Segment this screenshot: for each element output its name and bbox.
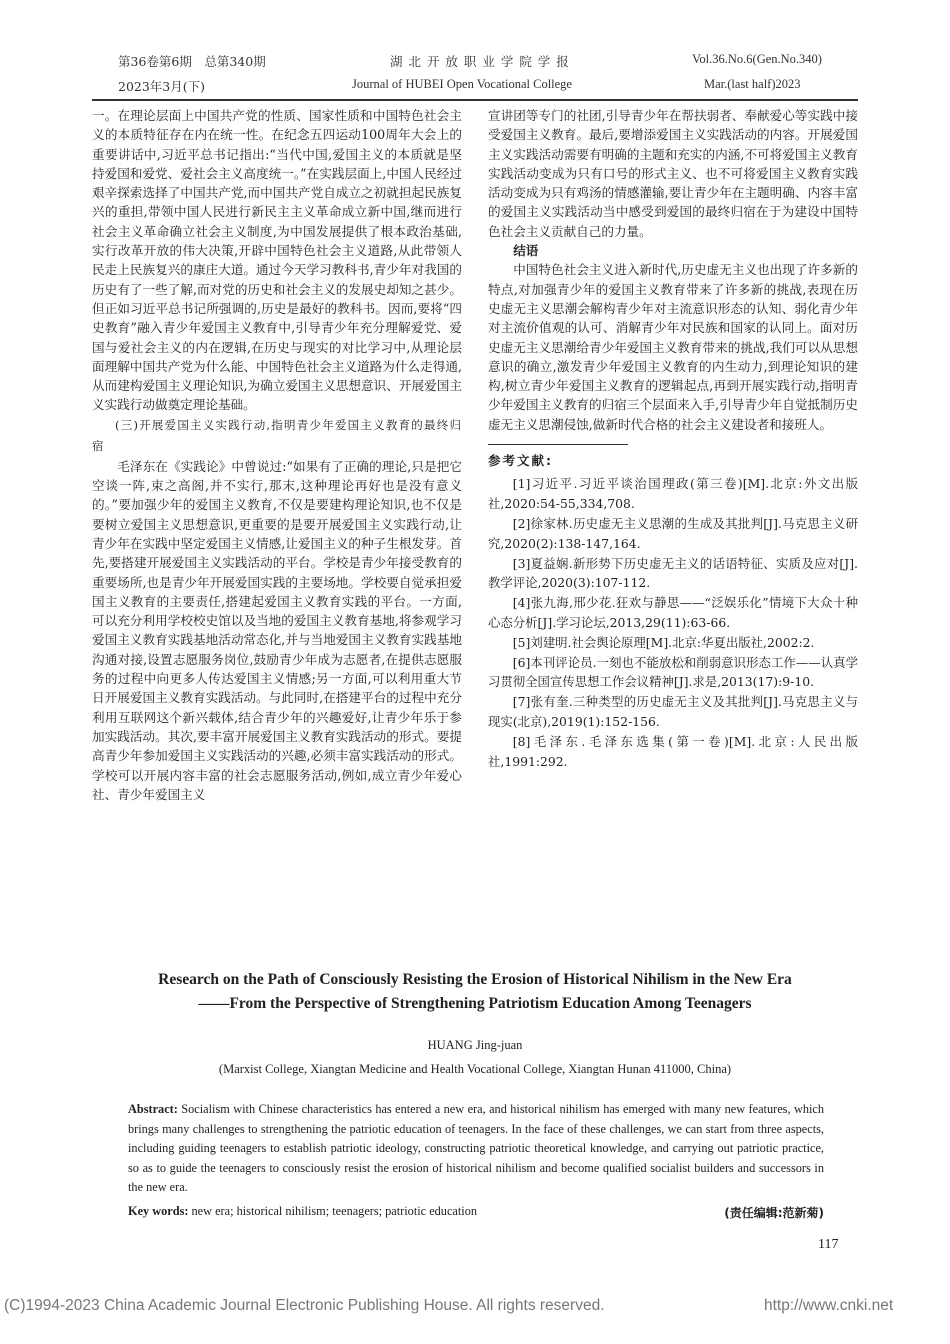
abstract-label: Abstract: <box>128 1102 178 1116</box>
english-title <box>92 968 858 1016</box>
references-rule <box>488 444 628 445</box>
english-title-line: Research on the Path of Consciously Resisting the Erosion of Historical Nihilism in the New Era <box>158 971 792 988</box>
body-paragraph: 一。在理论层面上中国共产党的性质、国家性质和中国特色社会主义的本质特征存在内在统一性。在纪念五四运动100周年大会上的重要讲话中,习近平总书记指出:“当代中国,爱国主义的本质就是坚持爱国和爱党、爱社会主义高度统一。”在实践层面上,中国人民经过艰辛探索选择了中国共产党,而中国共产党自成立之初就担起民族复兴的重担,带领中国人民进行新民主主义革命成立新中国,继而进行社会主义革命确立社会主义制度,为中国发展提供了根本政治基础,实行改革开放的伟大决策,开辟中国特色社会主义道路,从此带领人民走上民族复兴的康庄大道。通过今天学习教科书,青少年对我国的历史有了一些了解,而对党的历史和社会主义的发展史却知之甚少。但正如习近平总书记所强调的,历史是最好的教科书。因而,要将“四史教育”融入青少年爱国主义教育中,引导青少年充分理解爱党、爱国与爱社会主义的内在逻辑,在历史与现实的对比学习中,从理论层面理解中国共产党为什么能、中国特色社会主义道路为什么走得通,从而建构爱国主义理论知识,为确立爱国主义思想意识、开展爱国主义实践行动做奠定理论基础。 <box>92 108 462 413</box>
body-paragraph: 中国特色社会主义进入新时代,历史虚无主义也出现了许多新的特点,对加强青少年的爱国主义教育带来了许多新的挑战,表现在历史虚无主义思潮会解构青少年对主流意识形态的认知、弱化青少年对主流价值观的认可、消解青少年对民族和国家的认同上。面对历史虚无主义思潮给青少年爱国主义教育带来的挑战,我们可以从思想意识的确立,激发青少年爱国主义教育的内生动力,到理论知识的建构,树立青少年爱国主义教育的逻辑起点,再到开展实践行动,指明青少年爱国主义教育的归宿三个层面来入手,引导青少年自觉抵制历史虚无主义思潮侵蚀,做新时代合格的社会主义建设者和接班人。 <box>488 262 858 432</box>
footer-copyright: (C)1994-2023 China Academic Journal Electronic Publishing House. All rights reserved. <box>4 1297 605 1314</box>
body-paragraph: 毛泽东在《实践论》中曾说过:“如果有了正确的理论,只是把它空谈一阵,束之高阁,并不实行,那末,这种理论再好也是没有意义的。”要加强少年的爱国主义教育,不仅是要建构理论知识,也不仅是要树立爱国主义思想意识,更重要的是要开展爱国主义实践行动,让青少年在实践中坚定爱国主义情感,让爱国主义的种子生根发芽。首先,要搭建开展爱国主义实践活动的平台。学校是青少年接受教育的重要场所,也是青少年开展爱国实践的主要场地。学校要自觉承担爱国主义教育的主要责任,搭建起爱国主义教育实践的平台。一方面,可以充分利用学校校史馆以及当地的爱国主义教育基地,将参观学习爱国主义教育实践基地活动常态化,并与当地爱国主义教育实践基地沟通对接,设置志愿服务岗位,鼓励青少年成为志愿者,在提供志愿服务的过程中向更多人传达爱国主义情感;另一方面,可以利用重大节日开展爱国主义教育实践活动。与此同时,在搭建平台的过程中充分利用互联网这个新兴载体,结合青少年的兴趣爱好,让青少年乐于参加实践活动。其次,要丰富开展爱国主义教育实践活动的形式。要提高青少年参加爱国主义实践活动的兴趣,必须丰富实践活动的形式。学校可以开展内容丰富的社会志愿服务活动,例如,成立青少年爱心社、青少年爱国主义 <box>92 458 462 802</box>
body-paragraph: 宣讲团等专门的社团,引导青少年在帮扶弱者、奉献爱心等实践中接受爱国主义教育。最后,要增添爱国主义实践活动的内容。开展爱国主义实践活动需要有明确的主题和充实的内涵,不可将爱国主义教育实践活动变成为只有口号的形式主义、也不可将爱国主义教育实践活动变成为只有鸡汤的情感灌输,要让青少年在主题明确、内容丰富的爱国主义实践活动当中感受到爱国的最终归宿在于为建设中国特色社会主义贡献自己的力量。 <box>488 108 858 239</box>
footer-url[interactable]: http://www.cnki.net <box>764 1297 894 1314</box>
keywords-text: new era; historical nihilism; teenagers; patriotic education <box>191 1204 477 1218</box>
conclusion-heading: 结语 <box>513 243 539 259</box>
english-affiliation: (Marxist College, Xiangtan Medicine and Health Vocational College, Xiangtan Hunan 411000, China) <box>218 1062 732 1076</box>
right-column <box>488 106 858 952</box>
english-keywords <box>128 1204 824 1219</box>
reference-item: [6]本刊评论员.一刻也不能放松和削弱意识形态工作——认真学习贯彻全国宣传思想工作会议精神[J].求是,2013(17):9-10. <box>488 654 858 690</box>
header-journal-en: Journal of HUBEI Open Vocational College <box>352 77 572 91</box>
reference-item: [4]张九海,邢少花.狂欢与静思——“泛娱乐化”情境下大众十种心态分析[J].学习论坛,2013,29(11):63-66. <box>488 595 858 630</box>
english-author: HUANG Jing-juan <box>427 1038 523 1052</box>
reference-item: [7]张有奎.三种类型的历史虚无主义及其批判[J].马克思主义与现实(北京),2019(1):152-156. <box>488 694 858 729</box>
reference-item: [3]夏益娴.新形势下历史虚无主义的话语特征、实质及应对[J].教学评论,2020(3):107-112. <box>488 555 858 591</box>
reference-item: [2]徐家林.历史虚无主义思潮的生成及其批判[J].马克思主义研究,2020(2):138-147,164. <box>488 515 858 551</box>
section-subheading: (三)开展爱国主义实践行动,指明青少年爱国主义教育的最终归宿 <box>92 417 462 453</box>
english-abstract <box>128 1100 824 1198</box>
reference-item: [1]习近平.习近平谈治国理政(第三卷)[M].北京:外文出版社,2020:54-55,334,708. <box>488 476 858 512</box>
left-column <box>92 106 462 952</box>
editor-note: (责任编辑:范新菊) <box>724 1206 824 1220</box>
english-subtitle-line: ——From the Perspective of Strengthening Patriotism Education Among Teenagers <box>198 995 752 1012</box>
header-journal-cn: 湖 北 开 放 职 业 学 院 学 报 <box>390 54 570 69</box>
references-heading: 参考文献: <box>488 453 553 469</box>
page-number: 117 <box>818 1237 839 1252</box>
header-vol-en: Vol.36.No.6(Gen.No.340) <box>692 52 822 66</box>
header-volume: 第36卷第6期 总第340期 <box>118 54 266 69</box>
header-date: 2023年3月(下) <box>118 79 206 94</box>
running-header <box>0 52 950 98</box>
header-rule <box>92 99 858 101</box>
header-date-en: Mar.(last half)2023 <box>704 77 801 91</box>
reference-item: [5]刘建明.社会舆论原理[M].北京:华夏出版社,2002:2. <box>512 634 815 650</box>
keywords-label: Key words: <box>128 1204 189 1218</box>
abstract-text: Socialism with Chinese characteristics has entered a new era, and historical nihilism has emerged with many new features, which brings many challenges to strengthening the patriotic education of teenagers. In the face of these challenges, we can start from three aspects, including guiding teenagers to establish patriotic ideology, constructing patriotic theoretical knowledge, and carrying out patriotic practice, so as to guide the teenagers to consciously resist the erosion of historical nihilism and become qualified socialist builders and successors in the new era. <box>128 1102 825 1194</box>
reference-item: [8]毛泽东.毛泽东选集(第一卷)[M].北京:人民出版社,1991:292. <box>488 733 858 769</box>
